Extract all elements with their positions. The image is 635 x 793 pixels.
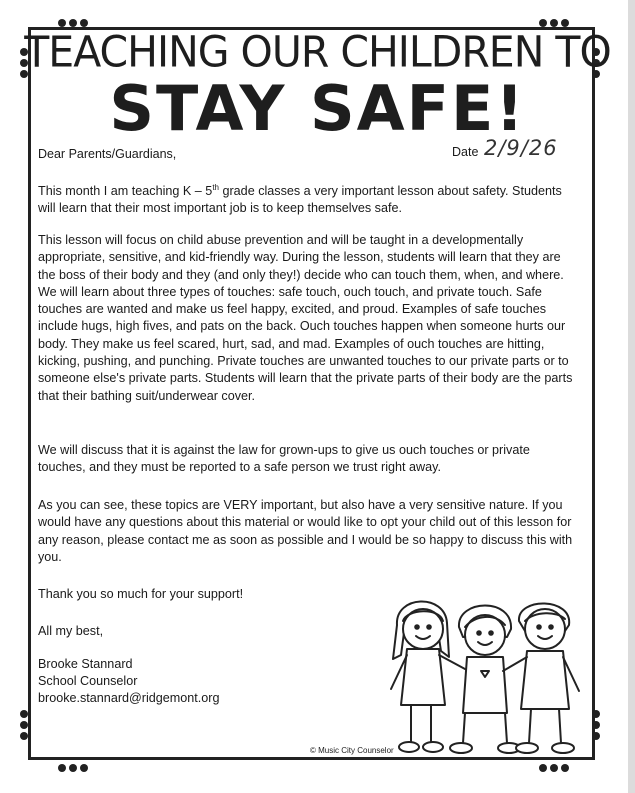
- credit-text: © Music City Counselor: [310, 746, 394, 755]
- date-value: 2/9/26: [484, 136, 558, 160]
- paragraph-lesson: This lesson will focus on child abuse prevention and will be taught in a developmentally appropriate, sensitive, and kid-friendly way. During the lesson, students will learn that they are the boss of their body and they (and only they!) decide who can touch them, when, and where. We will learn about three types of touches: safe touch, ouch touch, and private touch. Safe touches are wanted and make us feel happy, excited, and proud. Examples of safe touches include hugs, high fives, and pats on the back. Ouch touches happen when someone hurts our body. They make us feel scared, hurt, sad, and mad. Examples of ouch touches are hitting, kicking, pushing, and punching. Private touches are unwanted touches to our private parts or to someone else's private parts. Students will learn that the private parts of their body are the parts that their bathing suit/underwear cover.: [38, 233, 573, 403]
- paragraph-intro: This month I am teaching K – 5th grade classes a very important lesson about safety. Students will learn that their most important job is to keep themselves safe.: [38, 183, 562, 216]
- signature-email: brooke.stannard@ridgemont.org: [38, 691, 220, 705]
- thanks-line: Thank you so much for your support!: [38, 587, 244, 601]
- greeting: Dear Parents/Guardians,: [38, 147, 177, 161]
- paragraph-contact: As you can see, these topics are VERY important, but also have a very sensitive nature. If you would have any questions about this material or would like to opt your child out of this lesson for any reason, please contact me as soon as possible and I would be so happy to discuss this with you.: [38, 498, 573, 564]
- signature-name: Brooke Stannard: [38, 657, 133, 671]
- signature-role: School Counselor: [38, 674, 138, 688]
- paragraph-law: We will discuss that it is against the law for grown-ups to give us ouch touches or private touches, and they must be reported to a safe person we trust right away.: [38, 443, 530, 475]
- title-line-1: TEACHING OUR CHILDREN TO: [24, 26, 611, 78]
- closing-line: All my best,: [38, 624, 104, 638]
- title-line-2: STAY SAFE!: [109, 72, 526, 145]
- date-label: Date: [452, 145, 479, 159]
- children-illustration: [385, 585, 585, 760]
